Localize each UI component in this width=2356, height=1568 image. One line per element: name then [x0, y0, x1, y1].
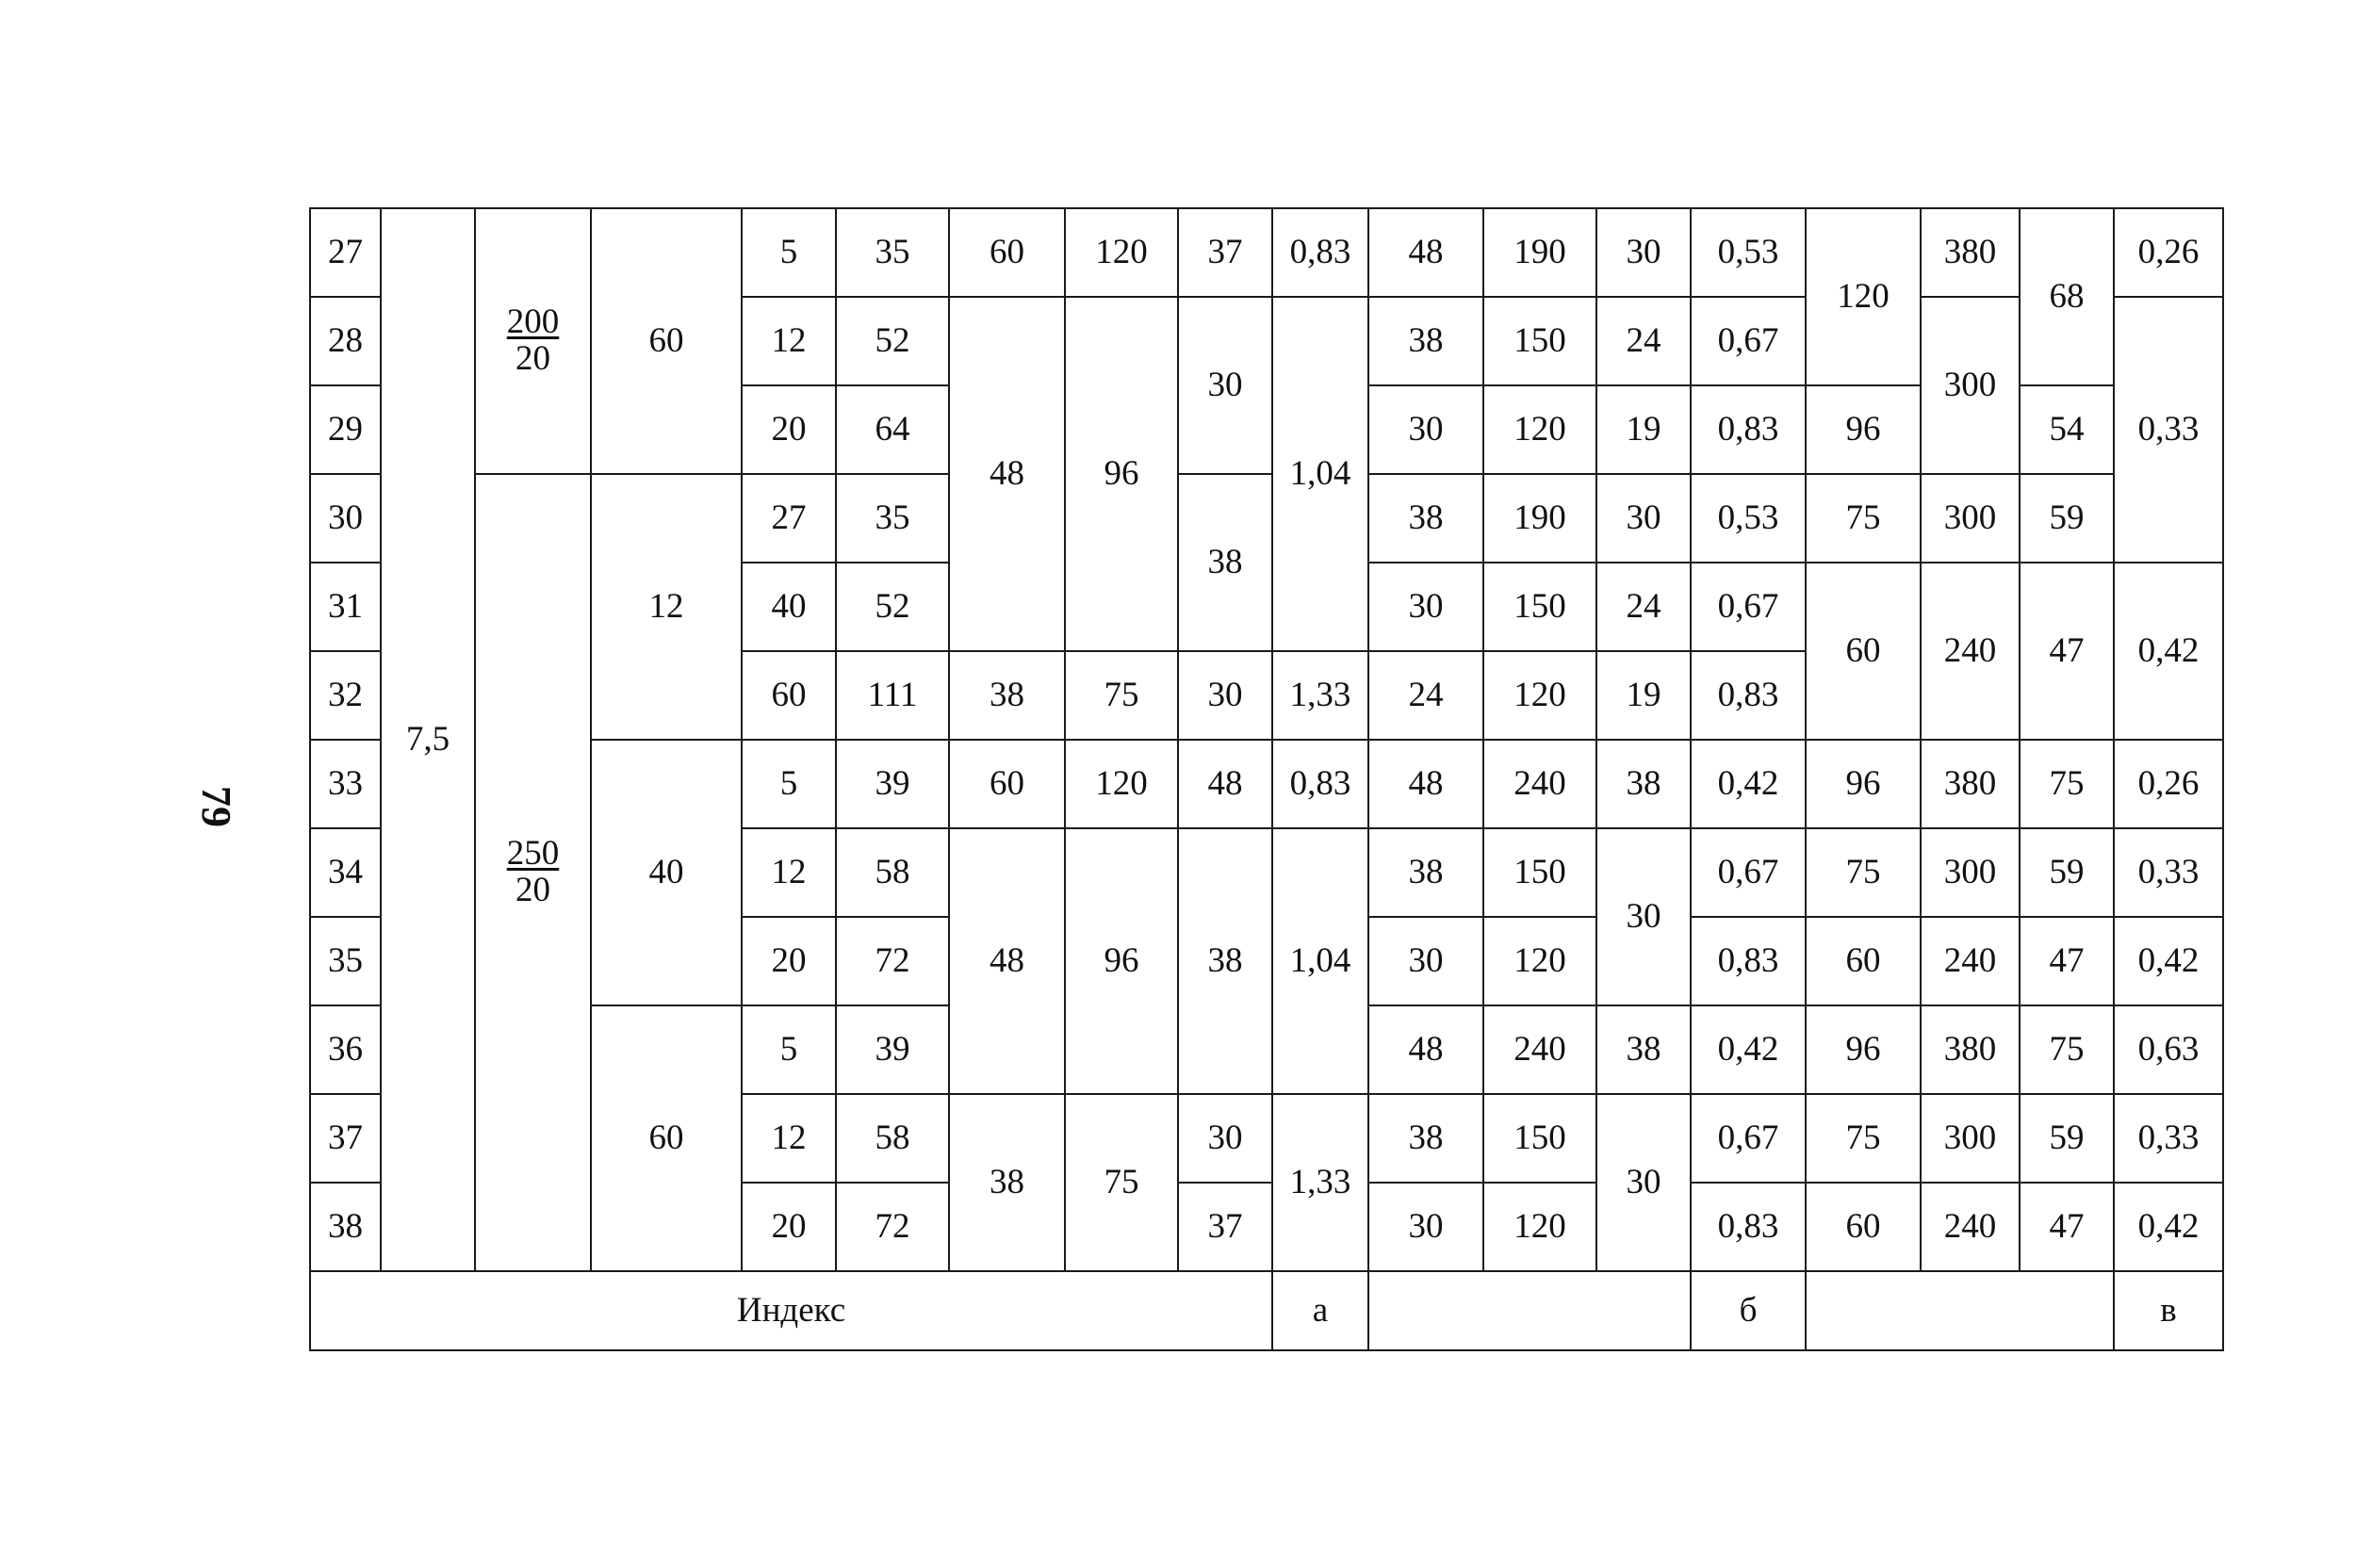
cell: 64 [836, 385, 949, 474]
table-row [310, 740, 2223, 828]
cell: 59 [2020, 828, 2114, 917]
cell: 24 [1368, 651, 1483, 740]
merged-cell: 48 [949, 828, 1065, 1094]
cell: 30 [1368, 385, 1483, 474]
cell: 5 [742, 740, 836, 828]
cell: 24 [1596, 563, 1691, 651]
cell: 5 [742, 208, 836, 297]
cell: 0,42 [1691, 1005, 1806, 1094]
cell: 48 [1368, 1005, 1483, 1094]
cell: 60 [949, 208, 1065, 297]
cell: 0,83 [1691, 385, 1806, 474]
cell: 75 [1806, 474, 1921, 563]
merged-cell: 1,04 [1272, 828, 1368, 1094]
cell: 37 [1178, 1183, 1272, 1271]
cell: 380 [1921, 740, 2020, 828]
row-index: 34 [310, 828, 381, 917]
fraction-numerator: 200 [506, 302, 560, 341]
cell: 0,42 [2114, 1183, 2223, 1271]
cell: 30 [1178, 651, 1272, 740]
cell: 0,53 [1691, 208, 1806, 297]
cell: 60 [742, 651, 836, 740]
cell: 0,42 [2114, 917, 2223, 1005]
merged-cell: 30 [1178, 297, 1272, 474]
cell: 1,33 [1272, 651, 1368, 740]
cell: 240 [1921, 1183, 2020, 1271]
cell: 60 [1806, 917, 1921, 1005]
cell: 150 [1483, 563, 1596, 651]
cell: 48 [1368, 208, 1483, 297]
fraction-denominator: 20 [515, 870, 550, 909]
cell: 52 [836, 563, 949, 651]
cell: 0,83 [1272, 740, 1368, 828]
cell: 75 [1806, 1094, 1921, 1183]
cell: 38 [1368, 1094, 1483, 1183]
merged-cell: 38 [1178, 828, 1272, 1094]
merged-cell: 60 [591, 208, 742, 474]
cell: 59 [2020, 1094, 2114, 1183]
cell: 75 [1806, 828, 1921, 917]
cell: 120 [1483, 917, 1596, 1005]
merged-cell: 68 [2020, 208, 2114, 385]
merged-cell: 1,33 [1272, 1094, 1368, 1271]
cell: 60 [1806, 1183, 1921, 1271]
cell: 120 [1483, 385, 1596, 474]
table-row [310, 474, 2223, 563]
merged-cell: 47 [2020, 563, 2114, 740]
cell: 38 [949, 651, 1065, 740]
cell: 20 [742, 917, 836, 1005]
cell: 30 [1368, 1183, 1483, 1271]
cell: 240 [1483, 1005, 1596, 1094]
fraction-numerator: 250 [506, 833, 560, 873]
cell: 30 [1368, 563, 1483, 651]
cell: 30 [1596, 208, 1691, 297]
cell: 52 [836, 297, 949, 385]
cell: 0,67 [1691, 828, 1806, 917]
cell: 120 [1065, 208, 1178, 297]
cell: 35 [836, 208, 949, 297]
cell: 380 [1921, 1005, 2020, 1094]
cell: 0,26 [2114, 740, 2223, 828]
footer-row [310, 1271, 2223, 1350]
cell: 0,83 [1272, 208, 1368, 297]
cell: 0,42 [1691, 740, 1806, 828]
cell: 0,63 [2114, 1005, 2223, 1094]
label-a: а [1272, 1271, 1368, 1350]
cell: 35 [836, 474, 949, 563]
cell: 48 [1178, 740, 1272, 828]
row-index: 32 [310, 651, 381, 740]
cell: 300 [1921, 1094, 2020, 1183]
cell: 30 [1178, 1094, 1272, 1183]
merged-cell: 240 [1921, 563, 2020, 740]
cell: 47 [2020, 917, 2114, 1005]
cell: 37 [1178, 208, 1272, 297]
cell: 40 [742, 563, 836, 651]
cell: 150 [1483, 828, 1596, 917]
cell: 0,67 [1691, 563, 1806, 651]
merged-cell: 38 [1178, 474, 1272, 651]
cell: 39 [836, 740, 949, 828]
cell: 0,83 [1691, 1183, 1806, 1271]
page-number: 79 [193, 786, 240, 827]
merged-cell: 120 [1806, 208, 1921, 385]
cell: 96 [1806, 740, 1921, 828]
cell: 12 [742, 297, 836, 385]
fraction-denominator: 20 [515, 338, 550, 378]
merged-cell: 300 [1921, 297, 2020, 474]
cell: 27 [742, 474, 836, 563]
cell: 300 [1921, 828, 2020, 917]
cell: 0,83 [1691, 651, 1806, 740]
cell: 38 [1596, 740, 1691, 828]
cell: 20 [742, 1183, 836, 1271]
row-index: 29 [310, 385, 381, 474]
cell: 0,67 [1691, 297, 1806, 385]
data-table [309, 207, 2224, 1351]
cell: 5 [742, 1005, 836, 1094]
cell: 0,83 [1691, 917, 1806, 1005]
row-index: 38 [310, 1183, 381, 1271]
merged-cell: 60 [1806, 563, 1921, 740]
row-index: 31 [310, 563, 381, 651]
row-index: 33 [310, 740, 381, 828]
merged-cell: 48 [949, 297, 1065, 651]
cell: 190 [1483, 208, 1596, 297]
index-label: Индекс [310, 1271, 1272, 1350]
merged-cell: 40 [591, 740, 742, 1005]
cell: 0,67 [1691, 1094, 1806, 1183]
cell: 48 [1368, 740, 1483, 828]
cell: 111 [836, 651, 949, 740]
cell: 38 [1368, 828, 1483, 917]
cell: 47 [2020, 1183, 2114, 1271]
cell: 75 [2020, 1005, 2114, 1094]
cell: 0,33 [2114, 1094, 2223, 1183]
row-index: 37 [310, 1094, 381, 1183]
cell: 300 [1921, 474, 2020, 563]
cell: 0,26 [2114, 208, 2223, 297]
cell: 75 [2020, 740, 2114, 828]
row-index: 28 [310, 297, 381, 385]
row-index: 30 [310, 474, 381, 563]
cell: 75 [1065, 651, 1178, 740]
row-index: 36 [310, 1005, 381, 1094]
cell: 12 [742, 1094, 836, 1183]
cell: 380 [1921, 208, 2020, 297]
cell: 120 [1483, 651, 1596, 740]
cell: 240 [1921, 917, 2020, 1005]
cell: 24 [1596, 297, 1691, 385]
cell: 96 [1806, 385, 1921, 474]
cell: 59 [2020, 474, 2114, 563]
merged-cell: 0,42 [2114, 563, 2223, 740]
merged-cell: 12 [591, 474, 742, 740]
cell: 0,33 [2114, 828, 2223, 917]
fraction-cell [475, 208, 591, 474]
cell: 30 [1596, 474, 1691, 563]
cell: 39 [836, 1005, 949, 1094]
merged-cell: 30 [1596, 828, 1691, 1005]
label-c: в [2114, 1271, 2223, 1350]
cell: 12 [742, 828, 836, 917]
merged-cell: 0,33 [2114, 297, 2223, 563]
label-b: б [1691, 1271, 1806, 1350]
cell: 120 [1065, 740, 1178, 828]
cell: 19 [1596, 385, 1691, 474]
empty-cell [1806, 1271, 2114, 1350]
merged-cell: 96 [1065, 297, 1178, 651]
cell: 30 [1368, 917, 1483, 1005]
cell: 72 [836, 917, 949, 1005]
merged-cell: 75 [1065, 1094, 1178, 1271]
merged-cell: 1,04 [1272, 297, 1368, 651]
cell: 38 [1596, 1005, 1691, 1094]
cell: 96 [1806, 1005, 1921, 1094]
merged-cell: 30 [1596, 1094, 1691, 1271]
cell: 150 [1483, 297, 1596, 385]
cell: 150 [1483, 1094, 1596, 1183]
row-index: 27 [310, 208, 381, 297]
cell: 72 [836, 1183, 949, 1271]
cell: 60 [949, 740, 1065, 828]
merged-cell: 7,5 [381, 208, 475, 1271]
cell: 20 [742, 385, 836, 474]
cell: 190 [1483, 474, 1596, 563]
cell: 0,53 [1691, 474, 1806, 563]
cell: 240 [1483, 740, 1596, 828]
merged-cell: 96 [1065, 828, 1178, 1094]
merged-cell: 38 [949, 1094, 1065, 1271]
cell: 54 [2020, 385, 2114, 474]
empty-cell [1368, 1271, 1691, 1350]
cell: 120 [1483, 1183, 1596, 1271]
cell: 38 [1368, 297, 1483, 385]
cell: 58 [836, 1094, 949, 1183]
fraction-cell [475, 474, 591, 1271]
row-index: 35 [310, 917, 381, 1005]
cell: 58 [836, 828, 949, 917]
cell: 19 [1596, 651, 1691, 740]
merged-cell: 60 [591, 1005, 742, 1271]
cell: 38 [1368, 474, 1483, 563]
table-row [310, 208, 2223, 297]
